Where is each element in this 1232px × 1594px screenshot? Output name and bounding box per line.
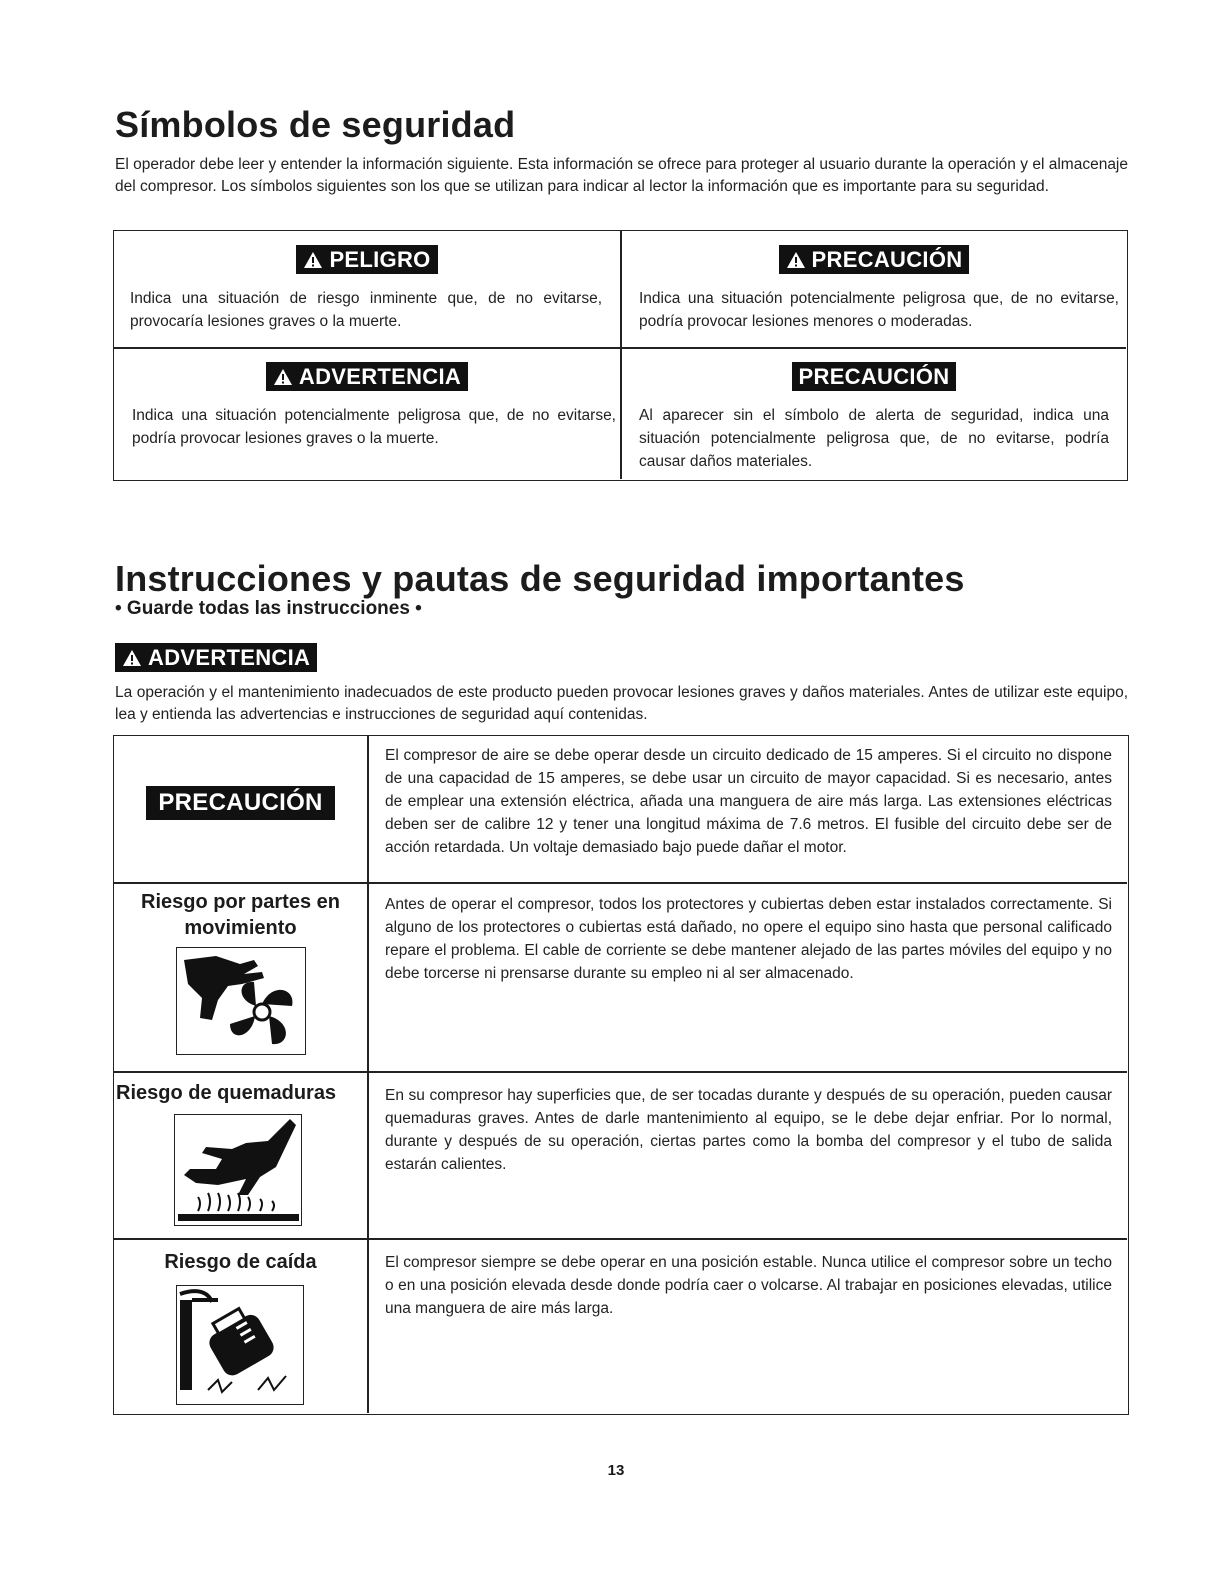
hazard-row-burns <box>114 1072 1128 1238</box>
burn-hazard-title: Riesgo de quemaduras <box>116 1082 337 1104</box>
caution-label <box>779 245 970 274</box>
electrical-hazard-text: El compresor de aire se debe operar desde un circuito dedicado de 15 amperes. Si el circuito no dispone de una capacidad de 15 amperes, se debe usar un circuito de mayor capacidad. Si es necesario, antes de emplear una extensión eléctrica, añada una manguera de aire más larga. Las extensiones eléctricas deben ser de calibre 12 y tener una longitud máxima de 7.6 metros. El fusible del circuito debe ser de acción retardada. Un voltaje demasiado bajo puede dañar el motor. <box>385 747 1112 856</box>
symbol-cell-caution-property <box>621 348 1127 480</box>
caution-label-text: PRECAUCIÓN <box>811 247 963 272</box>
warning-label <box>266 362 468 391</box>
hazards-table <box>113 735 1129 1415</box>
fall-hazard-title: Riesgo de caída <box>164 1251 317 1273</box>
section-title-safety-symbols: Símbolos de seguridad <box>115 104 516 145</box>
symbol-cell-danger <box>114 231 620 347</box>
alert-triangle-icon <box>122 649 142 667</box>
burn-hazard-icon <box>174 1114 302 1226</box>
safety-symbols-table <box>113 230 1128 481</box>
hazard-row-electrical <box>114 736 1128 882</box>
page-number: 13 <box>607 1462 625 1479</box>
alert-triangle-icon <box>786 251 806 269</box>
danger-description: Indica una situación de riesgo inminente que, de no evitarse, provocaría lesiones graves o la muerte. <box>130 290 602 330</box>
warning-label-text: ADVERTENCIA <box>298 364 462 389</box>
caution-electrical-label-text: PRECAUCIÓN <box>158 789 323 816</box>
save-instructions-subtitle: • Guarde todas las instrucciones • <box>115 598 422 619</box>
burn-hazard-text: En su compresor hay superficies que, de ser tocadas durante y después de su operación, pueden causar quemaduras graves. Antes de darle mantenimiento al equipo, se le debe dejar enfriar. Por lo normal, durante y después de su operación, ciertas partes como la bomba del compresor y el tubo de salida estarán calientes. <box>385 1087 1112 1173</box>
section-title-safety-instructions: Instrucciones y pautas de seguridad importantes <box>115 558 965 599</box>
caution-property-label <box>792 362 957 391</box>
alert-triangle-icon <box>303 251 323 269</box>
caution-description: Indica una situación potencialmente peligrosa que, de no evitarse, podría provocar lesiones menores o moderadas. <box>639 290 1119 330</box>
fall-hazard-icon <box>176 1285 304 1405</box>
warning-description: Indica una situación potencialmente peligrosa que, de no evitarse, podría provocar lesiones graves o la muerte. <box>132 407 616 447</box>
alert-triangle-icon <box>273 368 293 386</box>
hazard-row-moving-parts <box>114 883 1128 1071</box>
moving-parts-text: Antes de operar el compresor, todos los protectores y cubiertas deben estar instalados correctamente. Si alguno de los protectores o cubiertas está dañado, no opere el equipo sino hasta que personal calificado repare el problema. El cable de corriente se debe mantener alejado de las partes móviles del equipo y no debe torcerse ni prensarse durante su empleo ni al ser almacenado. <box>385 896 1112 982</box>
hazard-row-fall <box>114 1239 1128 1413</box>
moving-parts-icon <box>176 947 306 1055</box>
danger-label-text: PELIGRO <box>329 247 431 272</box>
symbol-cell-caution <box>621 231 1127 347</box>
section-warning-text: La operación y el mantenimiento inadecuados de este producto pueden provocar lesiones graves y daños materiales. Antes de utilizar este equipo, lea y entienda las advertencias e instrucciones de seguridad aquí contenidas. <box>115 684 1128 723</box>
safety-symbols-intro: El operador debe leer y entender la información siguiente. Esta información se ofrece para proteger al usuario durante la operación y el almacenaje del compresor. Los símbolos siguientes son los que se utilizan para indicar al lector la información que es importante para su seguridad. <box>115 156 1128 195</box>
section-warning-label <box>115 643 317 672</box>
section-warning-label-text: ADVERTENCIA <box>148 645 311 670</box>
symbol-cell-warning <box>114 348 620 480</box>
fall-hazard-text: El compresor siempre se debe operar en una posición estable. Nunca utilice el compresor sobre un techo o en una posición elevada desde donde podría caer o volcarse. Al trabajar en posiciones elevadas, utilice una manguera de aire más larga. <box>385 1254 1112 1317</box>
danger-label <box>296 245 437 274</box>
caution-property-description: Al aparecer sin el símbolo de alerta de seguridad, indica una situación potencialmente peligrosa que, de no evitarse, podría causar daños materiales. <box>639 407 1109 470</box>
caution-property-label-text: PRECAUCIÓN <box>798 364 950 389</box>
caution-electrical-label <box>146 786 334 820</box>
moving-parts-title: Riesgo por partes en movimiento <box>141 891 340 939</box>
